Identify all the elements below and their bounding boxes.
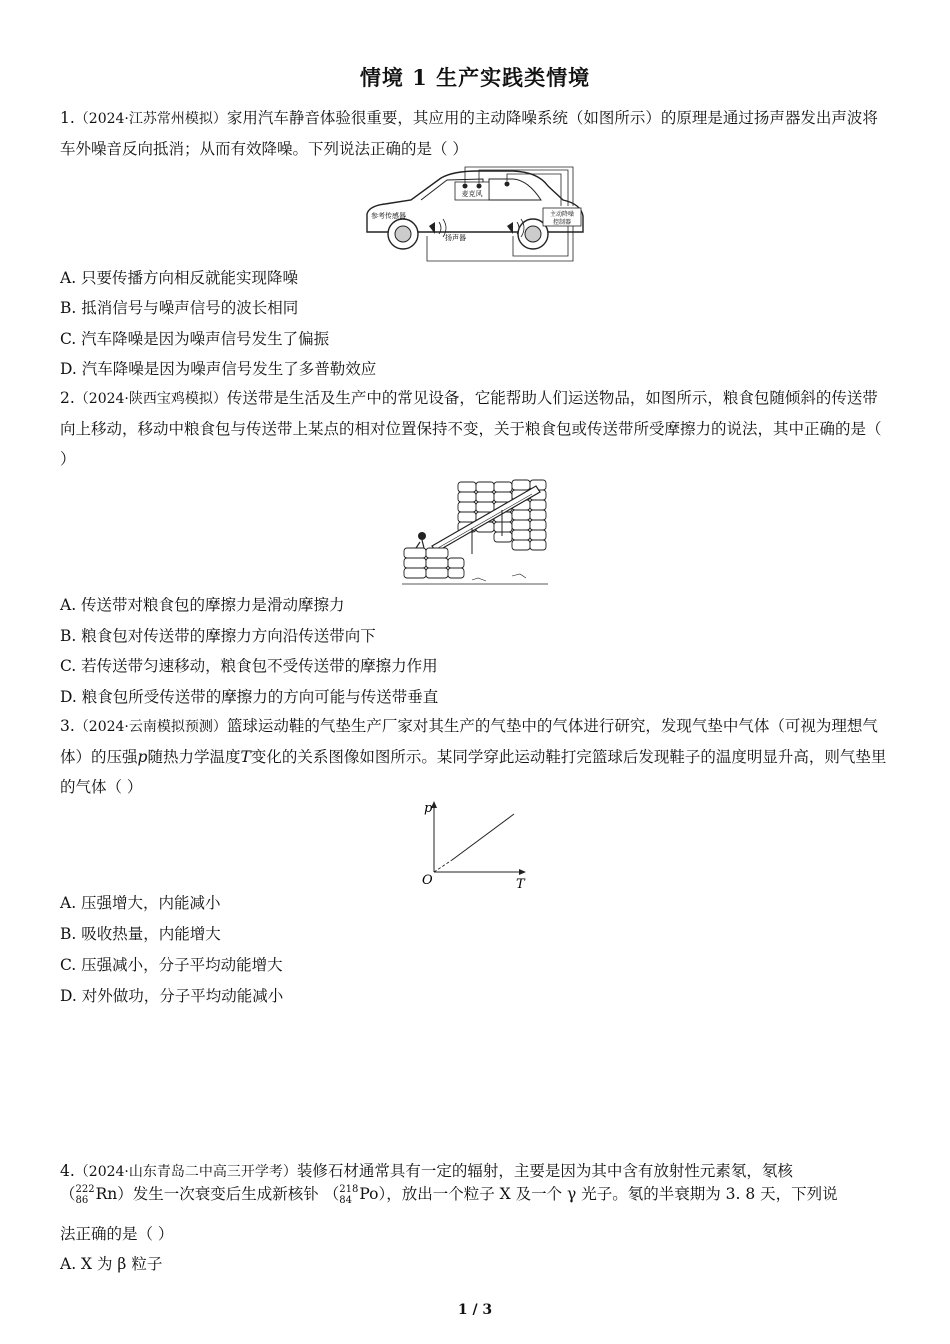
question-source: （2024·江苏常州模拟）: [74, 111, 227, 127]
q3-option-d: D. 对外做功，分子平均动能减小: [60, 987, 284, 1005]
question-source: （2024·陕西宝鸡模拟）: [74, 391, 227, 407]
q3-option-a: A. 压强增大，内能减小: [60, 894, 221, 912]
question-1-stem: [60, 103, 890, 164]
pressure-variable: p: [137, 748, 148, 766]
question-2-stem: [60, 383, 890, 474]
p-t-graph: [418, 798, 533, 890]
q3-option-c: C. 压强减小，分子平均动能增大: [60, 956, 283, 974]
question-text: 传送带是生活及生产中的常见设备，它能帮助人们运送物品，如图所示，粮食包随倾斜的传送带向上移动，移动中粮食包与传送带上某点的相对位置保持不变，关于粮食包或传送带所受摩擦力的说法，其中正确的是（ ）: [60, 389, 882, 468]
rn-mass-number: 222: [75, 1184, 95, 1195]
ref-sensor-label: 参考传感器: [371, 212, 406, 220]
conveyor-belt-figure: [402, 476, 548, 588]
po-mass-number: 218: [339, 1184, 359, 1195]
page-title: 情境 1 生产实践类情境: [359, 65, 591, 90]
q4-option-a: A. X 为 β 粒子: [60, 1255, 163, 1273]
q1-option-d: D. 汽车降噪是因为噪声信号发生了多普勒效应: [60, 360, 377, 378]
question-number: 2.: [60, 389, 75, 407]
q2-option-c: C. 若传送带匀速移动，粮食包不受传送带的摩擦力作用: [60, 657, 438, 675]
speaker-label: 扬声器: [445, 234, 466, 242]
question-text: 发生一次衰变后生成新核钋: [132, 1185, 319, 1203]
q2-option-a: A. 传送带对粮食包的摩擦力是滑动摩擦力: [60, 596, 345, 614]
question-text: 装修石材通常具有一定的辐射，主要是因为其中含有放射性元素氡，氡核: [296, 1162, 793, 1180]
graph-y-label: p: [424, 801, 433, 816]
q2-option-b: B. 粮食包对传送带的摩擦力方向沿传送带向下: [60, 627, 376, 645]
rn-nuclide-numbers: [76, 1184, 95, 1206]
graph-x-label: T: [516, 877, 525, 890]
question-number: 1.: [60, 109, 75, 127]
q1-option-a: A. 只要传播方向相反就能实现降噪: [60, 269, 299, 287]
question-4-stem-line-2: （ 222 86 Rn）发生一次衰变后生成新核钋 （ 218 84 Po），放出一个粒子 X 及一个 γ 光子。氡的半衰期为 3. 8 天，下列说: [60, 1184, 838, 1206]
question-source: （2024·云南模拟预测）: [74, 719, 227, 735]
question-3-stem: [60, 711, 890, 802]
controller-label-2: 控制器: [552, 219, 572, 226]
controller-label-1: 主动降噪: [549, 211, 575, 218]
question-number: 4.: [60, 1162, 75, 1180]
po-atomic-number: 84: [339, 1195, 352, 1206]
question-4-stem-line-1: [60, 1159, 793, 1181]
question-4-stem-line-3: 法正确的是（ ）: [60, 1225, 174, 1243]
car-noise-cancel-figure: [363, 166, 588, 264]
question-text: 篮球运动鞋的气垫生产厂家对其生产的气垫中的气体进行研究，发现气垫中气体（可视为理想气体）的压强: [60, 717, 878, 766]
rn-symbol: Rn: [95, 1185, 118, 1203]
rn-atomic-number: 86: [75, 1195, 89, 1206]
question-number: 3.: [60, 717, 75, 735]
po-nuclide-numbers: [339, 1184, 358, 1206]
question-text: 随热力学温度: [147, 748, 241, 766]
question-text: 家用汽车静音体验很重要，其应用的主动降噪系统（如图所示）的原理是通过扬声器发出声波将车外噪音反向抵消；从而有效降噪。下列说法正确的是（ ）: [60, 109, 878, 158]
q1-option-c: C. 汽车降噪是因为噪声信号发生了偏振: [60, 330, 330, 348]
graph-origin: O: [422, 873, 433, 888]
po-symbol: Po: [359, 1185, 379, 1203]
mic-label: 麦克风: [461, 190, 483, 198]
temperature-variable: T: [240, 748, 251, 766]
q3-option-b: B. 吸收热量，内能增大: [60, 925, 221, 943]
question-text: ，放出一个粒子 X 及一个 γ 光子。氡的半衰期为 3. 8 天，下列说: [386, 1185, 838, 1203]
q1-option-b: B. 抵消信号与噪声信号的波长相同: [60, 299, 299, 317]
question-source: （2024·山东青岛二中高三开学考）: [74, 1164, 297, 1180]
q2-option-d: D. 粮食包所受传送带的摩擦力的方向可能与传送带垂直: [60, 688, 439, 706]
page-number: 1 / 3: [457, 1302, 493, 1318]
question-text: 变化的关系图像如图所示。某同学穿此运动鞋打完篮球后发现鞋子的温度明显升高，则气垫里的气体（ ）: [60, 748, 887, 796]
